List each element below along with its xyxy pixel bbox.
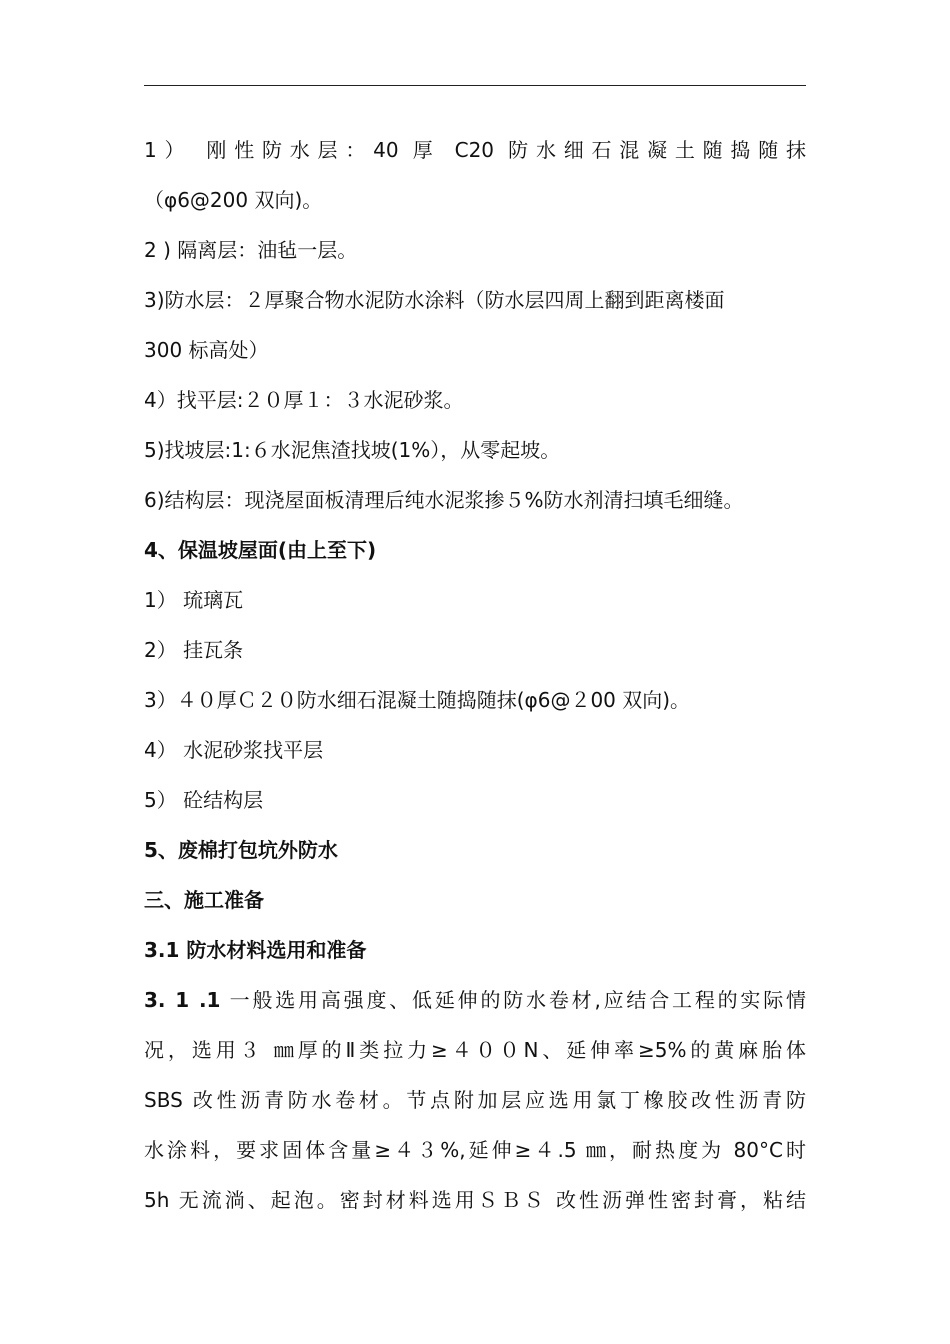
paragraph-line-4: 3)防水层：２厚聚合物水泥防水涂料（防水层四周上翻到距离楼面 <box>144 288 725 312</box>
paragraph-line-13: 5h 无流淌、起泡。密封材料选用ＳＢＳ 改性沥弹性密封膏，粘结 <box>144 1188 806 1212</box>
list-item-1: 1） 琉璃瓦 <box>144 588 244 612</box>
paragraph-line-3: 2 ) 隔离层：油毡一层。 <box>144 238 358 262</box>
paragraph-line-10: 况，选用３ ㎜厚的Ⅱ类拉力≥４００N、延伸率≥5%的黄麻胎体 <box>144 1038 806 1062</box>
list-item-2: 2） 挂瓦条 <box>144 638 244 662</box>
list-item-3: 3）４０厚Ｃ２０防水细石混凝土随捣随抹(φ6@２00 双向)。 <box>144 688 691 712</box>
paragraph-line-6: 4）找平层:２０厚１：３水泥砂浆。 <box>144 388 464 412</box>
subsection-heading: 3.1 防水材料选用和准备 <box>144 938 367 962</box>
section-heading-5: 5、废棉打包坑外防水 <box>144 838 338 862</box>
paragraph-line-2: （φ6@200 双向)。 <box>144 188 323 212</box>
paragraph-line-5: 300 标高处） <box>144 338 269 362</box>
paragraph-line-9-text: 一般选用高强度、低延伸的防水卷材,应结合工程的实际情 <box>229 988 806 1012</box>
header-rule <box>144 85 806 86</box>
clause-number: 3. 1 .1 <box>144 988 221 1012</box>
paragraph-line-11: SBS 改性沥青防水卷材。节点附加层应选用氯丁橡胶改性沥青防 <box>144 1088 806 1112</box>
paragraph-line-9 <box>144 984 806 1016</box>
list-item-5: 5） 砼结构层 <box>144 788 264 812</box>
paragraph-line-7: 5)找坡层:1:６水泥焦渣找坡(1%），从零起坡。 <box>144 438 561 462</box>
paragraph-line-8: 6)结构层：现浇屋面板清理后纯水泥浆掺５%防水剂清扫填毛细缝。 <box>144 488 744 512</box>
paragraph-line-12: 水涂料，要求固体含量≥４３%,延伸≥４.5 ㎜，耐热度为 80°C时 <box>144 1138 806 1162</box>
section-heading-4: 4、保温坡屋面(由上至下) <box>144 538 377 562</box>
paragraph-line-1: 1） 刚性防水层：40 厚 C20 防水细石混凝土随捣随抹 <box>144 138 806 162</box>
list-item-4: 4） 水泥砂浆找平层 <box>144 738 324 762</box>
chapter-heading: 三、施工准备 <box>144 888 264 912</box>
